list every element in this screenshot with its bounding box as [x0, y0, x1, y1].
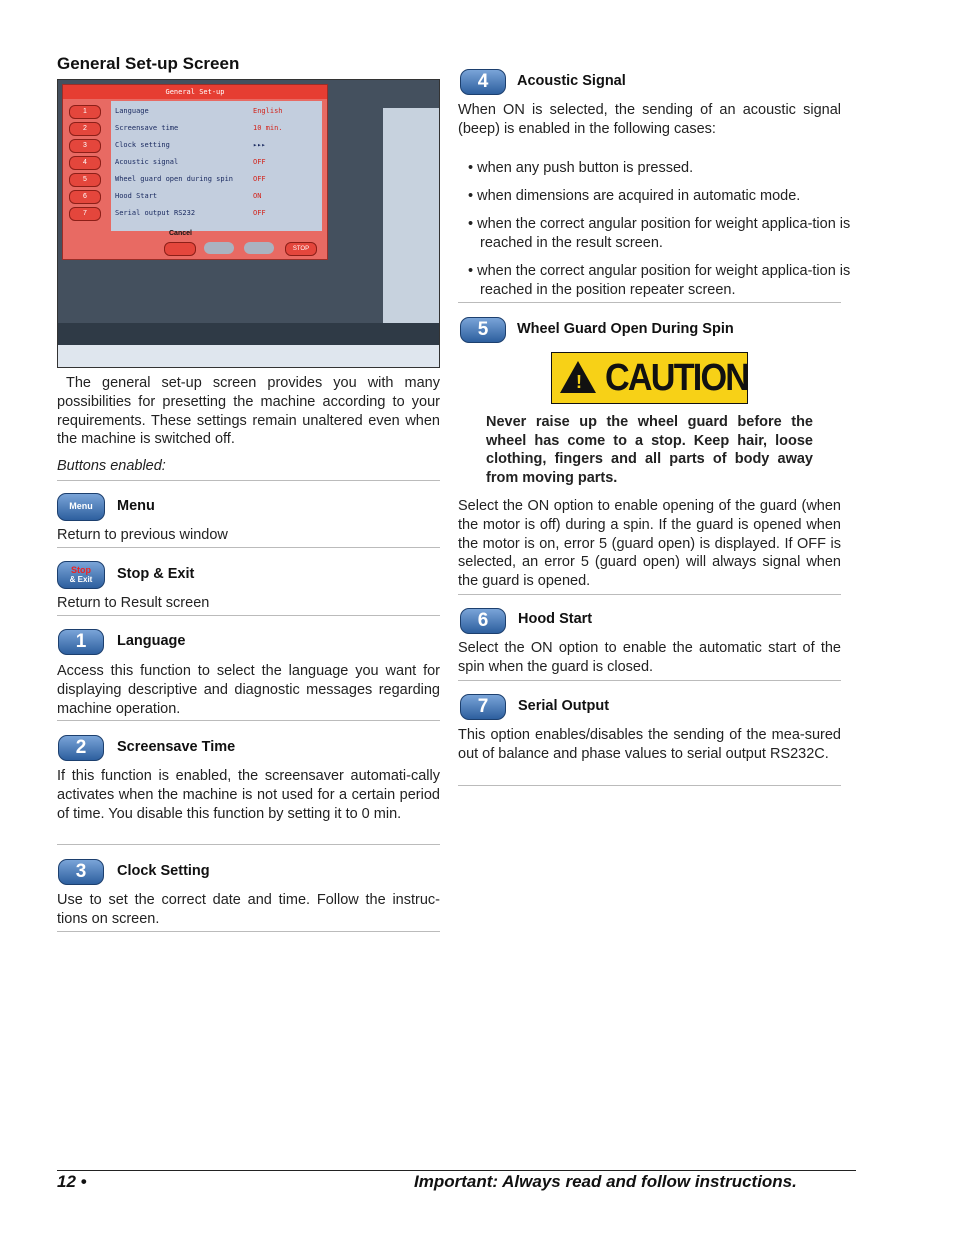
hood-start-title: Hood Start [518, 611, 593, 627]
setup-panel-title: General Set-up [63, 85, 327, 99]
number-1-icon: 1 [58, 629, 104, 655]
serial-output-desc: This option enables/disables the sending of the mea-sured out of balance and phase values to serial output RS232C. [458, 727, 841, 762]
acoustic-bullet: • when the correct angular position for weight applica-tion is reached in the result screen. [468, 216, 851, 251]
page-number: 12 • [57, 1172, 87, 1191]
screen-stop-button: STOP [285, 242, 317, 256]
caution-warning-text: Never raise up the wheel guard before the wheel has come to a stop. Keep hair, loose clothing, fingers and all parts of body away from moving parts. [486, 414, 813, 486]
number-6-icon: 6 [460, 608, 506, 634]
caution-word: CAUTION [605, 357, 749, 399]
setup-screenshot [57, 79, 440, 368]
acoustic-title: Acoustic Signal [517, 73, 626, 89]
serial-output-title: Serial Output [518, 698, 610, 714]
page-title: General Set-up Screen [57, 54, 240, 73]
number-2-icon: 2 [58, 735, 104, 761]
number-4-icon: 4 [460, 69, 506, 95]
menu-desc: Return to previous window [57, 527, 228, 543]
screensave-title: Screensave Time [117, 739, 236, 755]
acoustic-bullet: • when any push button is pressed. [468, 160, 694, 176]
screensave-desc: If this function is enabled, the screensaver automati-cally activates when the machine is not used for a certain period of time. You disable this function by setting it to 0 min. [57, 768, 440, 822]
screen-button [204, 242, 234, 254]
acoustic-bullet: • when dimensions are acquired in automatic mode. [468, 188, 801, 204]
wheel-guard-desc: Select the ON option to enable opening of the guard (when the motor is off) during a spin. If the guard is opened when the motor is on, error 5 (guard open) is displayed. If OFF is selected, an error 5 (guard open) will always signal when the guard is opened. [458, 498, 841, 590]
stop-exit-desc: Return to Result screen [57, 595, 210, 611]
setup-panel: General Set-up 1 Language English 2 Screensave time 10 min. 3 Clock setting ▸▸▸ 4 Acoustic signal OFF 5 Wheel guard open during spin OFF 6 Hood Start ON 7 Serial output RS232 OFF Cancel STOP [62, 84, 328, 260]
menu-title: Menu [117, 498, 155, 514]
language-desc: Access this function to select the language you want for displaying descriptive and diagnostic messages regarding machine operation. [57, 663, 440, 717]
caution-sign: ! CAUTION [551, 352, 748, 404]
acoustic-bullet: • when the correct angular position for weight applica-tion is reached in the position repeater screen. [468, 263, 851, 298]
footer-rule [57, 1170, 856, 1171]
intro-paragraph: The general set-up screen provides you with many possibilities for presetting the machine according to your requirements. These settings remain unaltered even when the machine is switched off. [57, 375, 440, 448]
acoustic-desc: When ON is selected, the sending of an acoustic signal (beep) is enabled in the following cases: [458, 102, 841, 137]
screen-button [244, 242, 274, 254]
number-3-icon: 3 [58, 859, 104, 885]
menu-button-icon: Menu [57, 493, 105, 521]
buttons-enabled-label: Buttons enabled: [57, 458, 166, 474]
cancel-label: Cancel [169, 230, 192, 237]
footer-note: Important: Always read and follow instructions. [414, 1172, 797, 1191]
number-5-icon: 5 [460, 317, 506, 343]
stop-exit-title: Stop & Exit [117, 566, 195, 582]
hood-start-desc: Select the ON option to enable the automatic start of the spin when the guard is closed. [458, 640, 841, 675]
clock-title: Clock Setting [117, 863, 210, 879]
screen-cancel-button [164, 242, 196, 256]
language-title: Language [117, 633, 186, 649]
wheel-guard-title: Wheel Guard Open During Spin [517, 321, 734, 337]
clock-desc: Use to set the correct date and time. Follow the instruc-tions on screen. [57, 892, 440, 927]
number-7-icon: 7 [460, 694, 506, 720]
stop-exit-button-icon: Stop & Exit [57, 561, 105, 589]
